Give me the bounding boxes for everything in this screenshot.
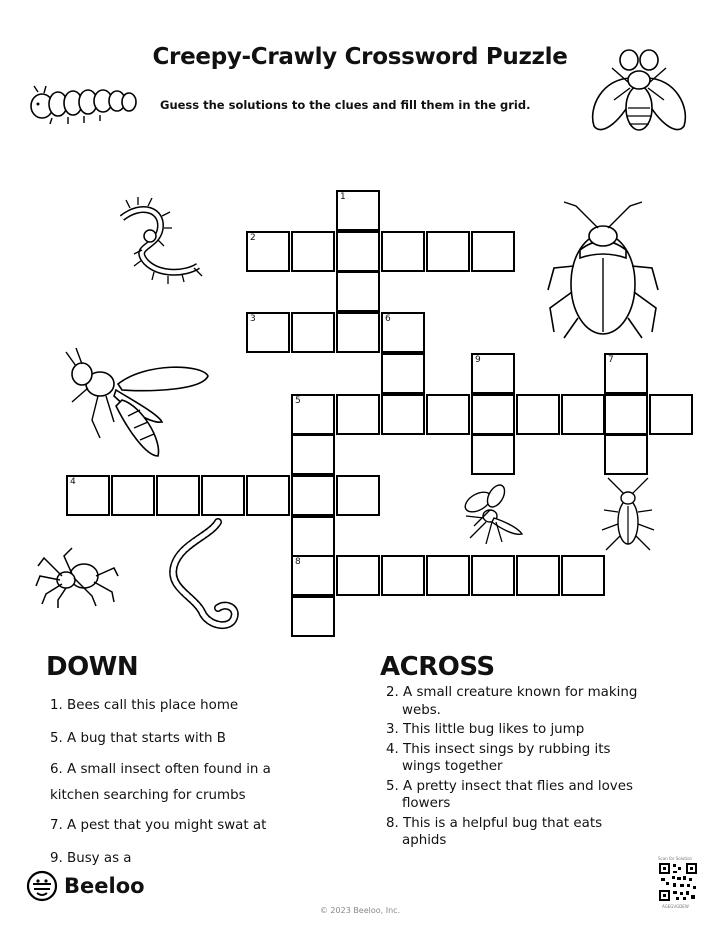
worm-icon: [160, 514, 244, 636]
crossword-cell[interactable]: [291, 312, 335, 353]
crossword-cell[interactable]: [291, 596, 335, 637]
crossword-cell[interactable]: [201, 475, 245, 516]
crossword-cell[interactable]: [291, 555, 335, 596]
mosquito-icon: [456, 482, 526, 548]
crossword-cell[interactable]: [471, 353, 515, 394]
crossword-cell[interactable]: [649, 394, 693, 435]
crossword-cell[interactable]: [336, 312, 380, 353]
clue-number: 1: [340, 192, 346, 202]
down-clue-list: [50, 697, 320, 882]
down-clue: 9. Busy as a: [50, 850, 132, 866]
clue-number: 4: [70, 477, 76, 487]
qr-caption-bottom: AGEGVGDEW: [662, 904, 689, 909]
page-title: Creepy-Crawly Crossword Puzzle: [152, 44, 568, 70]
across-clue: 4. This insect sings by rubbing its wings together: [386, 741, 611, 774]
crossword-cell[interactable]: [381, 353, 425, 394]
across-clue: 8. This is a helpful bug that eats aphids: [386, 815, 603, 848]
clue-number: 2: [250, 233, 256, 243]
caterpillar-icon: [28, 84, 138, 128]
across-clue: 5. A pretty insect that flies and loves flowers: [386, 778, 633, 811]
crossword-cell[interactable]: [336, 231, 380, 272]
crossword-cell[interactable]: [604, 353, 648, 394]
crossword-cell[interactable]: [291, 394, 335, 435]
crossword-cell[interactable]: [471, 555, 515, 596]
centipede-icon: [102, 196, 214, 292]
wasp-icon: [62, 344, 214, 464]
clue-number: 6: [385, 314, 391, 324]
crossword-cell[interactable]: [336, 394, 380, 435]
across-clue: 2. A small creature known for making webs.: [386, 685, 638, 718]
beetle-icon: [540, 198, 666, 348]
crossword-cell[interactable]: [381, 394, 425, 435]
down-clue: 5. A bug that starts with B: [50, 730, 226, 746]
across-heading: ACROSS: [380, 652, 495, 682]
crossword-cell[interactable]: [66, 475, 110, 516]
crossword-cell[interactable]: [291, 434, 335, 475]
qr-caption-top: Scan for Solution: [658, 856, 693, 861]
clue-number: 5: [295, 396, 301, 406]
across-clue: 3. This little bug likes to jump: [386, 722, 585, 737]
down-clue: 7. A pest that you might swat at: [50, 818, 267, 833]
crossword-cell[interactable]: [426, 231, 470, 272]
qr-code-icon[interactable]: [658, 862, 698, 902]
crossword-cell[interactable]: [291, 475, 335, 516]
clue-number: 7: [608, 355, 614, 365]
across-clue-list: [386, 684, 646, 852]
clue-number: 3: [250, 314, 256, 324]
crossword-cell[interactable]: [291, 516, 335, 557]
crossword-cell[interactable]: [246, 475, 290, 516]
crossword-cell[interactable]: [471, 394, 515, 435]
crossword-cell[interactable]: [604, 434, 648, 475]
clue-number: 9: [475, 355, 481, 365]
crossword-cell[interactable]: [471, 434, 515, 475]
crossword-cell[interactable]: [381, 555, 425, 596]
crossword-cell[interactable]: [561, 555, 605, 596]
crossword-cell[interactable]: [336, 475, 380, 516]
crossword-cell[interactable]: [336, 190, 380, 231]
crossword-cell[interactable]: [381, 231, 425, 272]
down-clue: 1. Bees call this place home: [50, 698, 239, 713]
spider-icon: [34, 546, 120, 608]
crossword-cell[interactable]: [426, 394, 470, 435]
crossword-cell[interactable]: [336, 271, 380, 312]
crossword-cell[interactable]: [516, 394, 560, 435]
crossword-cell[interactable]: [246, 231, 290, 272]
crossword-cell[interactable]: [291, 231, 335, 272]
crossword-cell[interactable]: [381, 312, 425, 353]
crossword-cell[interactable]: [336, 555, 380, 596]
crossword-cell[interactable]: [111, 475, 155, 516]
brand-name: Beeloo: [64, 874, 145, 898]
beeloo-logo-icon: [26, 870, 58, 902]
crossword-cell[interactable]: [604, 394, 648, 435]
crossword-cell[interactable]: [426, 555, 470, 596]
copyright-text: © 2023 Beeloo, Inc.: [319, 906, 401, 915]
crossword-cell[interactable]: [471, 231, 515, 272]
down-clue: 6. A small insect often found in a kitchen searching for crumbs: [50, 762, 271, 803]
crossword-cell[interactable]: [516, 555, 560, 596]
crossword-cell[interactable]: [561, 394, 605, 435]
clue-number: 8: [295, 557, 301, 567]
down-heading: DOWN: [46, 652, 139, 682]
crossword-cell[interactable]: [156, 475, 200, 516]
fly-icon: [584, 38, 694, 148]
crossword-cell[interactable]: [246, 312, 290, 353]
page-subtitle: Guess the solutions to the clues and fill them in the grid.: [160, 98, 531, 112]
cricket-icon: [598, 476, 658, 556]
